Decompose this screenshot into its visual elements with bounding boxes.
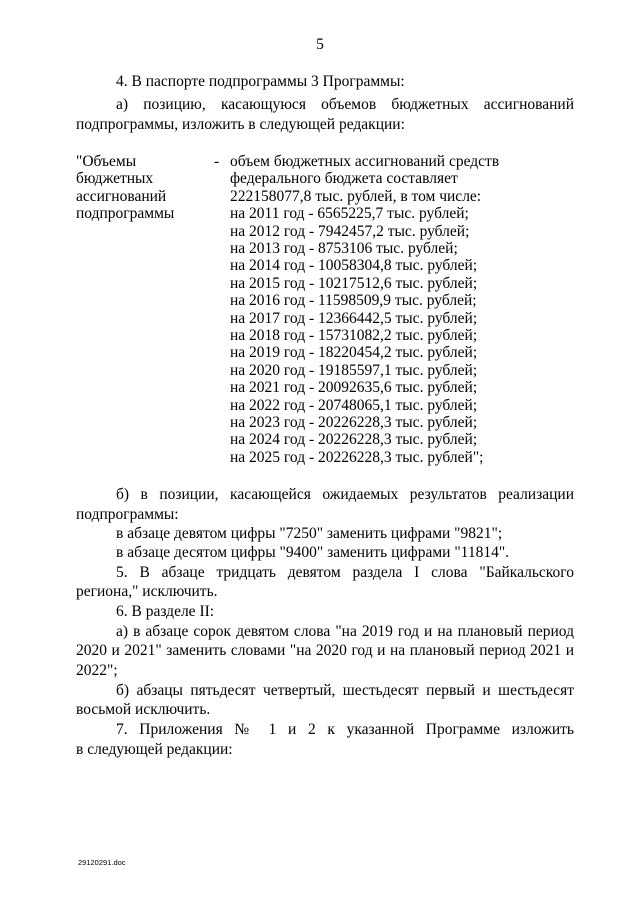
- item4b-line4: в абзаце десятом цифры "9400" заменить цифрами "11814".: [116, 544, 510, 561]
- table-value-line: на 2022 год - 20748065,1 тыс. рублей;: [230, 396, 478, 414]
- item4b-line1: б) в позиции, касающейся ожидаемых результатов реализации: [116, 486, 574, 503]
- page-number: 5: [316, 36, 324, 53]
- item4b-line3: в абзаце девятом цифры "7250" заменить цифрами "9821";: [116, 525, 503, 542]
- table-value-line: на 2013 год - 8753106 тыс. рублей;: [230, 240, 458, 257]
- item4b-line2: подпрограммы:: [76, 506, 179, 523]
- table-value-line: объем бюджетных ассигнований средств: [230, 153, 500, 170]
- table-value-line: на 2019 год - 18220454,2 тыс. рублей;: [230, 344, 478, 362]
- item6-heading: 6. В разделе II:: [116, 603, 215, 620]
- item6-a-line2: 2020 и 2021" заменить словами "на 2020 год и на плановый период 2021 и: [76, 642, 574, 659]
- item7-line1: 7. Приложения № 1 и 2 к указанной Программе изложить: [116, 721, 574, 738]
- table-dash: -: [214, 153, 220, 170]
- item4-a-line2: подпрограммы, изложить в следующей редакции:: [76, 116, 405, 133]
- item6-a-line1: а) в абзаце сорок девятом слова "на 2019 год и на плановый период: [116, 623, 574, 640]
- table-value-line: на 2011 год - 6565225,7 тыс. рублей;: [230, 205, 469, 223]
- table-value-line: на 2015 год - 10217512,6 тыс. рублей;: [230, 274, 478, 292]
- item5-line2: региона," исключить.: [76, 583, 218, 600]
- item4-a-line1: а) позицию, касающуюся объемов бюджетных ассигнований: [116, 96, 574, 113]
- table-value-line: на 2023 год - 20226228,3 тыс. рублей;: [230, 414, 478, 431]
- table-value-line: на 2025 год - 20226228,3 тыс. рублей";: [230, 448, 484, 466]
- table-value-line: на 2018 год - 15731082,2 тыс. рублей;: [230, 327, 478, 344]
- table-value-line: на 2014 год - 10058304,8 тыс. рублей;: [230, 257, 478, 275]
- item7-line2: в следующей редакции:: [76, 741, 233, 758]
- table-value-line: на 2017 год - 12366442,5 тыс. рублей;: [230, 309, 478, 327]
- table-value-line: федерального бюджета составляет: [230, 170, 458, 188]
- table-value-line: 222158077,8 тыс. рублей, в том числе:: [230, 187, 482, 205]
- item6-b-line1: б) абзацы пятьдесят четвертый, шестьдесят первый и шестьдесят: [116, 682, 574, 699]
- table-label-line: бюджетных: [76, 170, 154, 188]
- item6-b-line2: восьмой исключить.: [76, 701, 211, 718]
- table-label-line: подпрограммы: [76, 205, 175, 223]
- table-value-line: на 2020 год - 19185597,1 тыс. рублей;: [230, 361, 478, 379]
- table-value-line: на 2016 год - 11598509,9 тыс. рублей;: [230, 292, 477, 310]
- item6-a-line3: 2022";: [76, 662, 118, 679]
- item4-heading: 4. В паспорте подпрограммы 3 Программы:: [116, 73, 405, 90]
- table-label-line: "Объемы: [76, 153, 137, 170]
- table-value-line: на 2024 год - 20226228,3 тыс. рублей;: [230, 431, 478, 449]
- table-value-line: на 2012 год - 7942457,2 тыс. рублей;: [230, 222, 470, 240]
- table-value-line: на 2021 год - 20092635,6 тыс. рублей;: [230, 379, 478, 397]
- footer-filename: 29120291.doc: [78, 858, 126, 867]
- item5-line1: 5. В абзаце тридцать девятом раздела I слова "Байкальского: [116, 564, 574, 581]
- table-label-line: ассигнований: [76, 187, 167, 205]
